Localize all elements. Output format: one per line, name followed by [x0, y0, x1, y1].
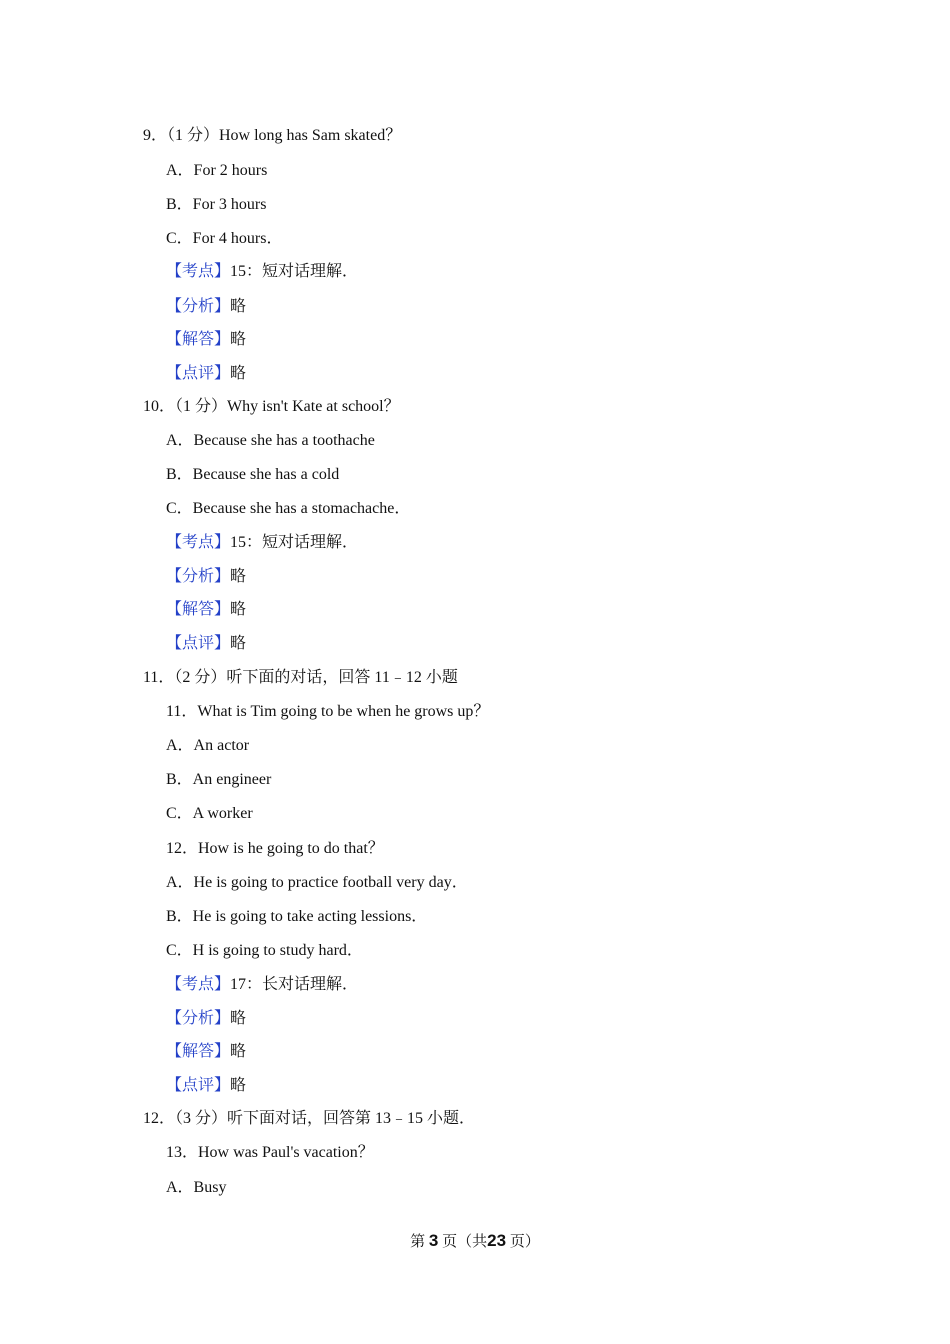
question-stem: 10．（1 分）Why isn't Kate at school？ [143, 398, 400, 415]
analysis-fenxi [166, 297, 246, 317]
analysis-text: 略 [230, 1010, 247, 1027]
analysis-text: 略 [230, 1077, 247, 1094]
analysis-tag: 【分析】 [166, 298, 231, 315]
option-c: C．H is going to study hard． [166, 942, 363, 959]
option-b: B．For 3 hours [166, 196, 267, 213]
footer-prefix: 第 [410, 1234, 426, 1250]
analysis-text: 略 [230, 298, 247, 315]
analysis-text: 略 [230, 365, 247, 382]
sub-question-stem: 12．How is he going to do that？ [166, 840, 384, 857]
analysis-kaodian [166, 262, 358, 282]
page-footer [0, 1230, 950, 1251]
question-stem: 11．（2 分）听下面的对话，回答 11﹣12 小题 [143, 669, 458, 686]
total-page-number: 23 [487, 1231, 507, 1250]
analysis-jieda [166, 600, 246, 620]
sub-question-stem: 13．How was Paul's vacation？ [166, 1144, 374, 1161]
analysis-tag: 【点评】 [166, 365, 231, 382]
option-b: B．An engineer [166, 771, 272, 788]
analysis-kaodian [166, 533, 358, 553]
analysis-text: 15：短对话理解． [230, 534, 359, 551]
analysis-tag: 【分析】 [166, 568, 231, 585]
option-b: B．He is going to take acting lessions． [166, 908, 428, 925]
option-c: C．A worker [166, 805, 253, 822]
analysis-kaodian [166, 975, 358, 995]
analysis-tag: 【考点】 [166, 534, 231, 551]
question-stem: 9．（1 分）How long has Sam skated？ [143, 127, 402, 144]
analysis-fenxi [166, 1009, 246, 1029]
analysis-text: 略 [230, 568, 247, 585]
analysis-tag: 【考点】 [166, 263, 231, 280]
option-a: A．He is going to practice football very day． [166, 874, 468, 891]
analysis-text: 略 [230, 331, 247, 348]
current-page-number: 3 [428, 1231, 439, 1250]
analysis-text: 略 [230, 635, 247, 652]
option-a: A．An actor [166, 737, 250, 754]
sub-question-stem: 11．What is Tim going to be when he grows up？ [166, 703, 490, 720]
analysis-tag: 【解答】 [166, 331, 231, 348]
analysis-text: 15：短对话理解． [230, 263, 359, 280]
analysis-text: 略 [230, 601, 247, 618]
analysis-text: 17：长对话理解． [230, 976, 359, 993]
analysis-tag: 【分析】 [166, 1010, 231, 1027]
analysis-tag: 【点评】 [166, 635, 231, 652]
analysis-tag: 【解答】 [166, 1043, 231, 1060]
analysis-dianping [166, 364, 246, 384]
analysis-tag: 【解答】 [166, 601, 231, 618]
option-c: C．For 4 hours． [166, 230, 283, 247]
option-a: A．Because she has a toothache [166, 432, 375, 449]
analysis-fenxi [166, 567, 246, 587]
analysis-jieda [166, 1042, 246, 1062]
analysis-dianping [166, 634, 246, 654]
option-a: A．Busy [166, 1179, 227, 1196]
question-stem: 12．（3 分）听下面对话，回答第 13﹣15 小题． [143, 1110, 476, 1127]
option-c: C．Because she has a stomachache． [166, 500, 411, 517]
option-b: B．Because she has a cold [166, 466, 340, 483]
analysis-tag: 【考点】 [166, 976, 231, 993]
footer-mid: 页（共 [442, 1234, 488, 1250]
analysis-jieda [166, 330, 246, 350]
analysis-text: 略 [230, 1043, 247, 1060]
footer-suffix: 页） [509, 1234, 540, 1250]
analysis-dianping [166, 1076, 246, 1096]
analysis-tag: 【点评】 [166, 1077, 231, 1094]
option-a: A．For 2 hours [166, 162, 268, 179]
